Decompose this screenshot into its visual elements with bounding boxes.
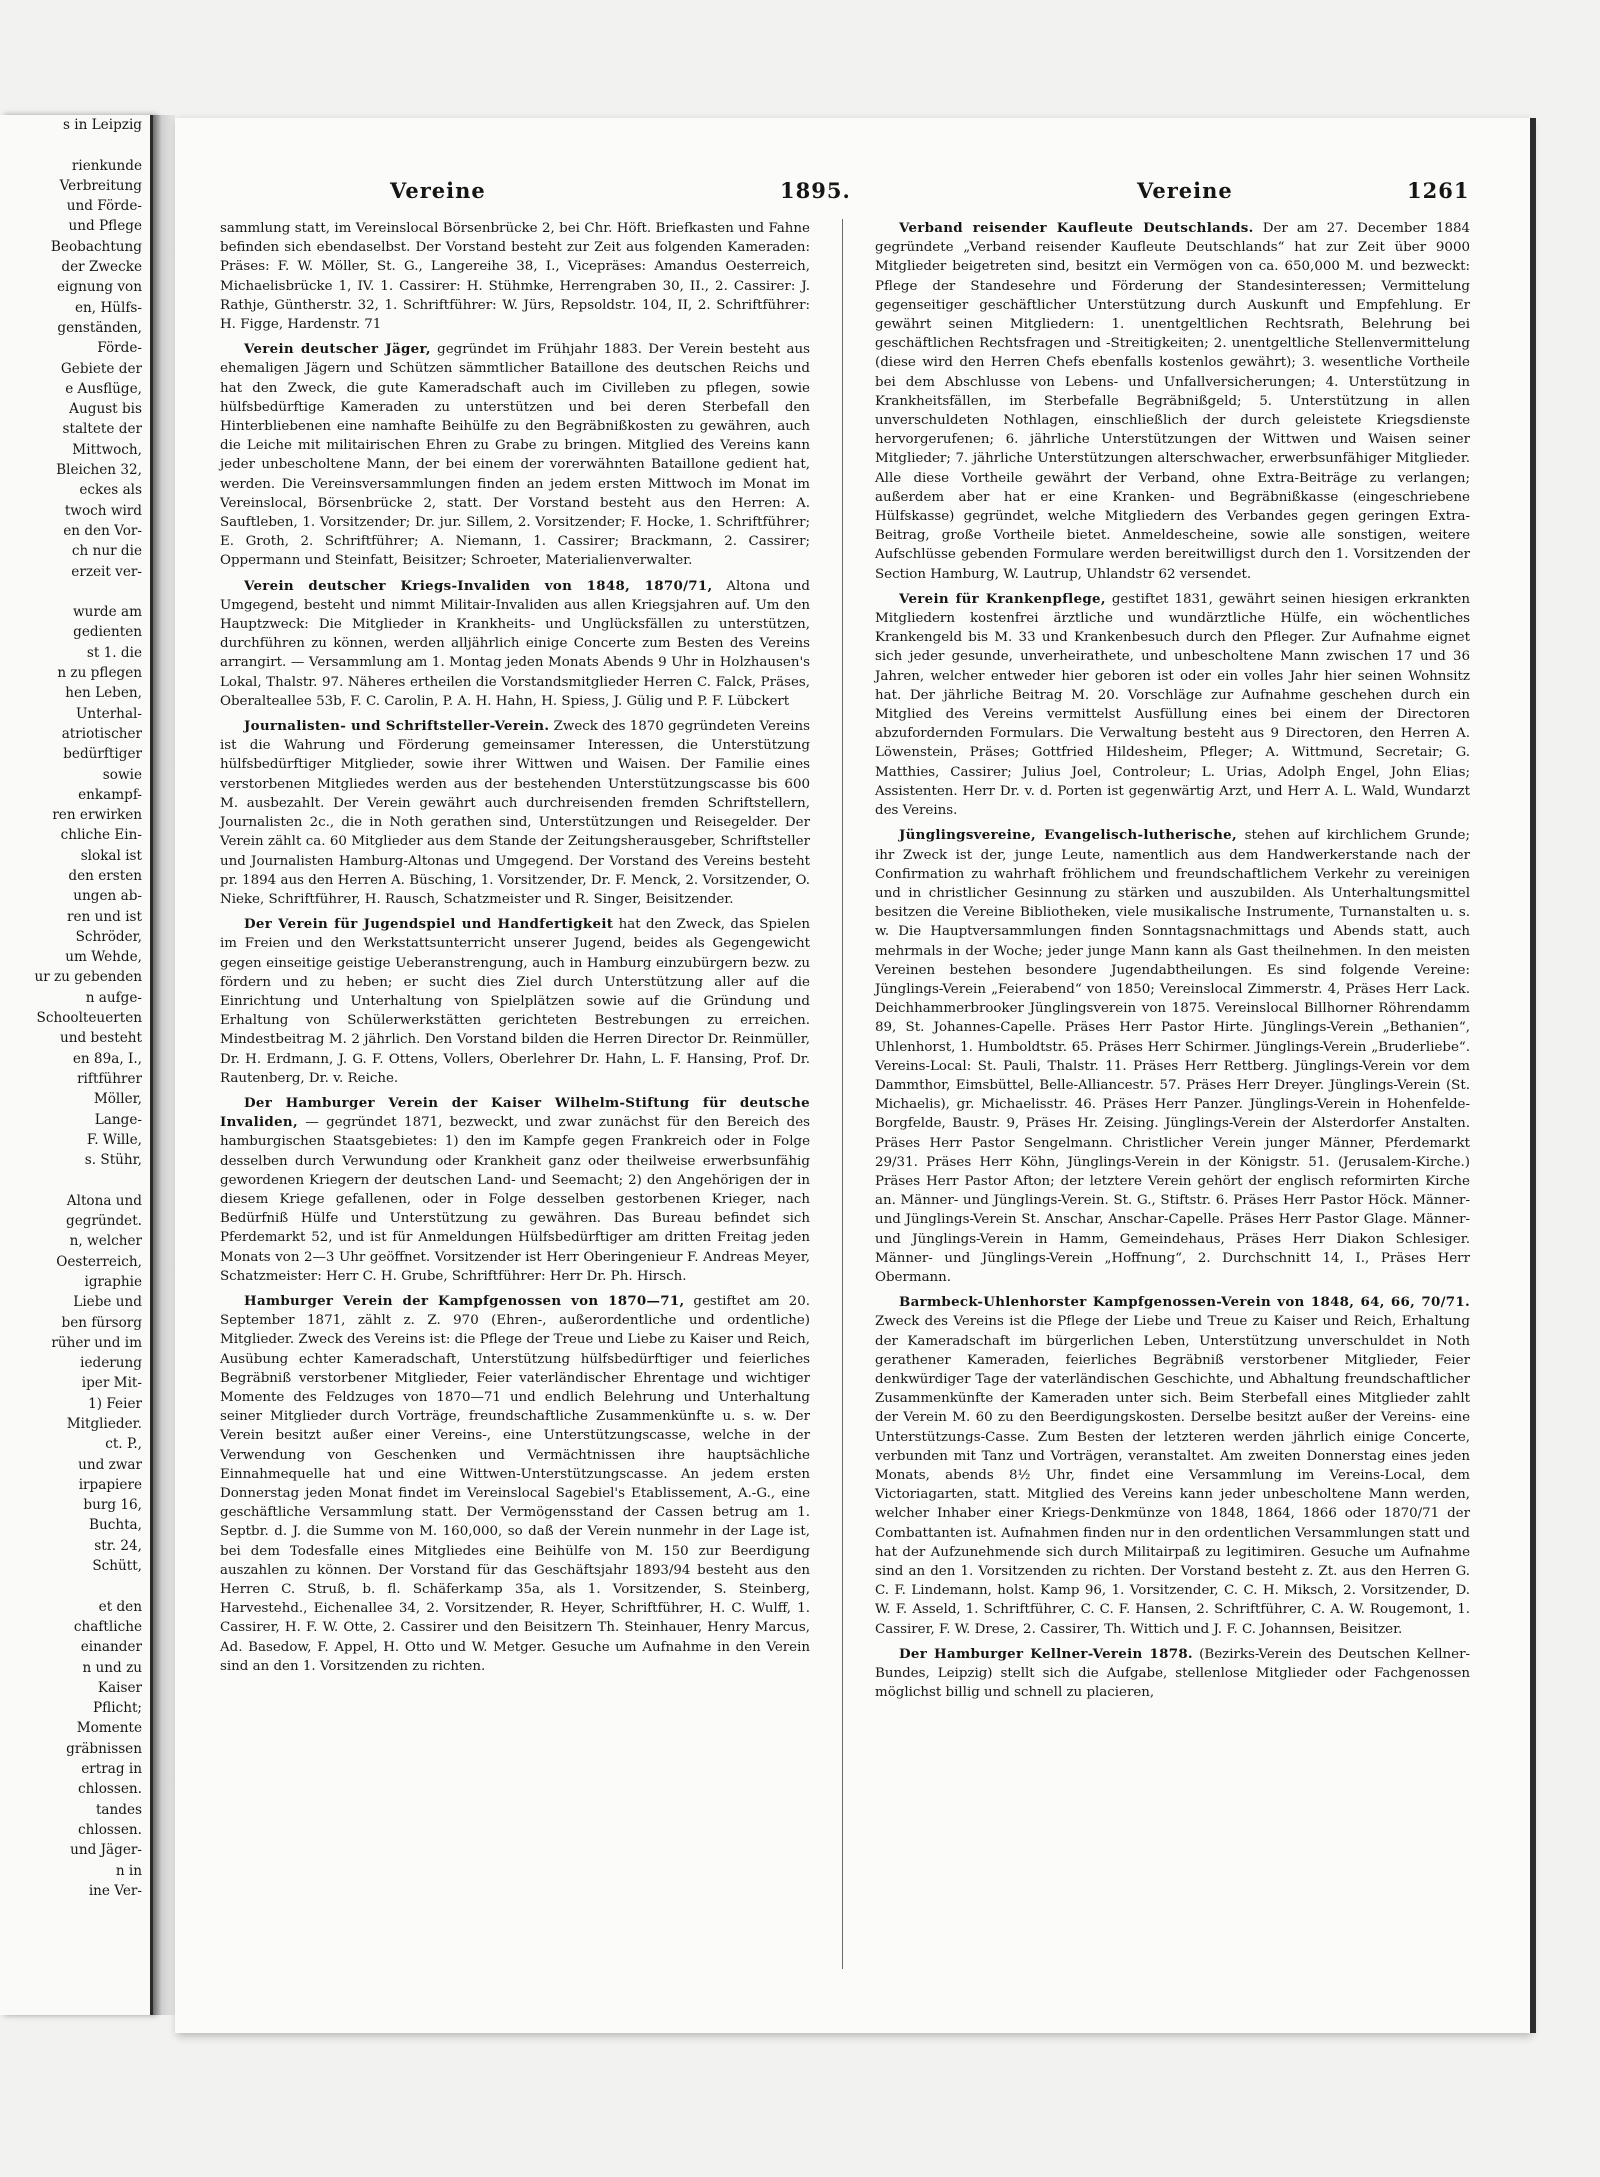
- prev-page-line: n in: [115, 1862, 142, 1879]
- prev-page-line: einander: [80, 1639, 142, 1656]
- prev-page-line: und Pflege: [68, 218, 142, 235]
- directory-entry: [220, 340, 810, 570]
- entry-title: Verein für Krankenpflege,: [899, 590, 1106, 607]
- entry-title: Verein deutscher Kriegs-Invaliden von 1848, 1870/71,: [244, 577, 713, 594]
- prev-page-line: et den: [98, 1598, 142, 1615]
- directory-entry: [220, 915, 810, 1088]
- prev-page-line: Altona und: [66, 1192, 142, 1209]
- entry-text: Der am 27. December 1884 gegründete „Verband reisender Kaufleute Deutschlands“ hat zur Zeit über 9000 Mitglieder beigetreten sind, besitzt ein Vermögen von ca. 650,000 M. und bezweckt: Pflege der Standesehre und Förderung der Standesinteressen; Vermittelung gegenseitiger geschäftlicher Unterstützung durch Auskunft und Empfehlung. Er gewährt seinen Mitgliedern: 1. unentgeltlichen Rechtsrath, Belehrung bei geschäftlichen Rechtsfragen und -Streitigkeiten; 2. unentgeltliche Stellenvermittelung (diese wird den Herren Chefs ebenfalls kostenlos gewährt); 3. wesentliche Vortheile bei dem Abschlusse von Lebens- und Unfallversicherungen; 4. Unterstützung in Krankheitsfällen, im Sterbefalle Begräbnißgeld; 5. Unterstützung in allen unverschuldeten Nothlagen, einschließlich der durch geleistete Kriegsdienste hervorgerufenen; 6. jährliche Unterstützungen der Wittwen und Waisen seiner Mitglieder; 7. jährliche Unterstützungen alterschwacher, erwerbsunfähiger Mitglieder. Alle diese Vortheile gewährt der Verband, ohne Extra-Beiträge zu verlangen; außerdem aber hat er eine Kranken- und Begräbnißkasse (eingeschriebene Hülfskasse) gegründet, welche Mitgliedern des Verbandes gegen geringen Extra-Beitrag, große Vortheile bietet. Anmeldescheine, sowie alle sonstigen, weitere Aufschlüsse gebenden Formulare werden bereitwilligst durch den 1. Vorsitzenden der Section Hamburg, W. Lautrup, Uhlandstr 62 versendet.: [875, 221, 1471, 582]
- prev-page-line: und Jäger-: [70, 1842, 142, 1859]
- prev-page-line: n, welcher: [69, 1233, 142, 1250]
- entry-text: (Bezirks-Verein des Deutschen Kellner-Bundes, Leipzig) stellt sich die Aufgabe, stellenlose Mitglieder oder Fachgenossen möglichst billig und schnell zu placieren,: [875, 1646, 1470, 1701]
- entry-title: Der Verein für Jugendspiel und Handfertigkeit: [244, 916, 614, 933]
- prev-page-line: gräbnissen: [66, 1740, 142, 1757]
- prev-page-line: chaftliche: [73, 1618, 142, 1635]
- prev-page-line: F. Wille,: [86, 1131, 142, 1148]
- prev-page-line: hen Leben,: [65, 685, 142, 702]
- prev-page-line: Momente: [76, 1720, 142, 1737]
- prev-page-line: chlossen.: [78, 1821, 142, 1838]
- prev-page-line: und zwar: [78, 1456, 142, 1473]
- left-column: [220, 219, 810, 1682]
- prev-page-line: en, Hülfs-: [75, 299, 142, 316]
- directory-entry: [875, 219, 1470, 584]
- prev-page-line: igraphie: [84, 1273, 142, 1290]
- column-rule: [842, 219, 843, 1969]
- directory-entry: [875, 826, 1470, 1287]
- directory-entry: [220, 1094, 810, 1286]
- prev-page-line: atriotischer: [61, 725, 142, 742]
- prev-page-line: sowie: [102, 766, 142, 783]
- page-edge: [1530, 118, 1536, 2033]
- prev-page-line: ur zu gebenden: [34, 969, 142, 986]
- prev-page-line: eignung von: [56, 279, 142, 296]
- book-gutter: [153, 115, 175, 2015]
- entry-text: sammlung statt, im Vereinslocal Börsenbrücke 2, bei Chr. Höft. Briefkasten und Fahne befinden sich ebendaselbst. Der Vorstand besteht zur Zeit aus folgenden Kameraden: Präses: F. W. Möller, St. G., Langereihe 38, I., Vicepräses: Amandus Oesterreich, Michaelisbrücke 1, IV. 1. Cassirer: H. Stühmke, Herrengraben 30, II., 2. Cassirer: J. Rathje, Güntherstr. 32, 1. Schriftführer: W. Jürs, Repsoldstr. 104, II, 2. Schriftführer: H. Figge, Hardenstr. 71: [220, 221, 810, 333]
- prev-page-line: August bis: [69, 401, 142, 418]
- prev-page-line: Bleichen 32,: [56, 462, 142, 479]
- directory-entry: [220, 577, 810, 711]
- prev-page-line: st 1. die: [86, 644, 142, 661]
- prev-page-line: irpapiere: [78, 1476, 142, 1493]
- directory-entry: [875, 1293, 1470, 1639]
- prev-page-line: en den Vor-: [63, 522, 142, 539]
- prev-page-line: s. Stühr,: [84, 1152, 142, 1169]
- prev-page-line: 1) Feier: [88, 1395, 142, 1412]
- prev-page-line: staltete der: [62, 421, 142, 438]
- prev-page-line: wurde am: [73, 604, 142, 621]
- prev-page-line: rüher und im: [51, 1334, 142, 1351]
- entry-title: Hamburger Verein der Kampfgenossen von 1870—71,: [244, 1292, 685, 1309]
- prev-page-line: Liebe und: [73, 1294, 142, 1311]
- prev-page-line: und besteht: [60, 1030, 142, 1047]
- right-column: [875, 219, 1470, 1708]
- prev-page-line: n aufge-: [85, 989, 142, 1006]
- prev-page-line: Lange-: [94, 1111, 142, 1128]
- prev-page-line: chlossen.: [78, 1781, 142, 1798]
- prev-page-line: riftführer: [77, 1070, 142, 1087]
- entry-title: Verein deutscher Jäger,: [244, 341, 431, 358]
- prev-page-line: [0, 135, 150, 155]
- page-number: 1261: [1407, 178, 1470, 203]
- prev-page-line: Gebiete der: [60, 360, 142, 377]
- entry-text: hat den Zweck, das Spielen im Freien und den Werkstattsunterricht unserer Jugend, beides als Gegengewicht gegen einseitige geistige Ueberanstrengung, auch in Hamburg einzubürgern bezw. zu fördern und zu heben; er sucht dies Ziel durch Unterstützung aller auf die Einrichtung und Unterhaltung von Spielplätzen sowie auf die Gründung und Erhaltung von Schülerwerkstätten gerichteten Bestrebungen zu erreichen. Mindestbeitrag M. 2 jährlich. Den Vorstand bilden die Herren Director Dr. Reinmüller, Dr. H. Erdmann, J. G. F. Ottens, Vollers, Oberlehrer Dr. Hahn, L. F. Hansing, Prof. Dr. Rautenberg, Dr. v. Reiche.: [220, 917, 810, 1086]
- prev-page-line: ren und ist: [67, 908, 142, 925]
- entry-text: gestiftet am 20. September 1871, zählt z. Z. 970 (Ehren-, außerordentliche und ordentliche) Mitglieder. Zweck des Vereins ist: die Pflege der Treue und Liebe zu Kaiser und Reich, Ausübung echter Kameradschaft, Unterstützung hülfsbedürftiger und feierliches Begräbniß verstorbener Mitglieder, Feier vaterländischer Ehrentage und wichtiger Momente des Feldzuges von 1870—71 und endlich Belehrung und Unterhaltung seiner Mitglieder durch Vorträge, freundschaftliche Zusammenkünfte u. s. w. Der Verein besitzt außer einer Vereins-, eine Unterstützungscasse, welche in der Verwendung von Geschenken und Vermächtnissen ihre hauptsächliche Einnahmequelle hat und eine Wittwen-Unterstützungscasse. An jedem ersten Donnerstag jeden Monat findet im Vereinslocal Sagebiel's Etablissement, A.-G., eine geschäftliche Versammlung statt. Der Vermögensstand der Cassen betrug am 1. Septbr. d. J. die Summe von M. 160,000, so daß der Verein nunmehr in der Lage ist, bei dem Todesfalle eines Mitgliedes eine Beihülfe von M. 150 zur Beerdigung auszahlen zu können. Der Vorstand für das Geschäftsjahr 1893/94 besteht aus den Herren C. Struß, b. fl. Schäferkamp 35a, als 1. Vorsitzender, S. Steinberg, Harvestehd., Eichenallee 34, 2. Vorsitzender, R. Heyer, Schriftführer, H. C. Wulff, 1. Cassirer, H. F. W. Otte, 2. Cassirer und den Beisitzern Th. Steinhauer, Henry Marcus, Ad. Basedow, F. Appel, H. Otto und W. Metger. Gesuche um Aufnahme in den Verein sind an den 1. Vorsitzenden zu richten.: [220, 1293, 811, 1674]
- entry-text: Zweck des Vereins ist die Pflege der Liebe und Treue zu Kaiser und Reich, Erhaltung der Kameradschaft im bürgerlichen Leben, Unterstützung unverschuldet in Noth gerathener Kameraden, feierliches Begräbniß verstorbener Mitglieder, Feier denkwürdiger Tage der vaterländischen Geschichte, und Abhaltung freundschaftlicher Zusammenkünfte der Kameraden unter sich. Beim Sterbefall eines Mitglieder zahlt der Verein M. 60 zu den Beerdigungskosten. Derselbe besitzt außer der Vereins- eine Unterstützungs-Casse. Zum Besten der letzteren werden jährlich einige Concerte, verbunden mit Tanz und Vorträgen, veranstaltet. Am zweiten Donnerstag eines jeden Monats, abends 8½ Uhr, findet eine Versammlung im Vereins-Local, dem Victoriagarten, statt. Mitglied des Vereins kann jeder unbescholtene Mann werden, welcher Inhaber einer Kriegs-Denkmünze von 1848, 1864, 1866 oder 1870/71 der Combattanten ist. Aufnahmen finden nur in den ordentlichen Versammlungen statt und hat der Aufzunehmende sich durch Militairpaß zu legitimiren. Gesuche um Aufnahme sind an den 1. Vorsitzenden zu richten. Der Vorstand besteht z. Zt. aus den Herren G. C. F. Lindemann, holst. Kamp 96, 1. Vorsitzender, C. C. H. Miksch, 2. Vorsitzender, D. W. F. Asseld, 1. Schriftführer, C. C. F. Hansen, 2. Schriftführer, C. A. W. Rougemont, 1. Cassirer, F. W. Drese, 2. Cassirer, Th. Wittich und J. F. C. Johannsen, Beisitzer.: [875, 1314, 1470, 1637]
- entry-text: — gegründet 1871, bezweckt, und zwar zunächst für den Bereich des hamburgischen Staatsgebietes: 1) den im Kampfe gegen Frankreich oder in Folge desselben durch Verwundung oder Krankheit ganz oder theilweise erwerbsunfähig gewordenen Kriegern der deutschen Land- und Seemacht; 2) den Angehörigen der in diesem Kriege gefallenen, oder in Folge desselben gestorbenen Krieger, nach Bedürfniß Hülfe und Unterstützung zu gewähren. Das Bureau befindet sich Pferdemarkt 52, und ist für Anmeldungen Hülfsbedürftiger am dritten Freitag jeden Monats von 2—3 Uhr geöffnet. Vorsitzender ist Herr Oberingenieur F. Andreas Meyer, Schatzmeister: Herr C. H. Grube, Schriftführer: Herr Dr. Ph. Hirsch.: [220, 1115, 810, 1284]
- running-head-year: 1895.: [780, 178, 851, 203]
- prev-page-line: eckes als: [79, 482, 142, 499]
- directory-entry: [220, 717, 810, 909]
- prev-page-line: Förde-: [97, 340, 142, 357]
- prev-page-line: ren erwirken: [52, 807, 142, 824]
- entry-title: Verband reisender Kaufleute Deutschlands.: [899, 220, 1254, 236]
- entry-title: Der Hamburger Verein der Kaiser Wilhelm-Stiftung für deutsche Invaliden,: [220, 1094, 810, 1131]
- prev-page-line: Schoolteuerten: [36, 1010, 142, 1027]
- running-head: [175, 178, 1530, 214]
- prev-page-line: rienkunde: [71, 157, 142, 174]
- running-head-left: Vereine: [390, 178, 486, 203]
- prev-page-line: ine Ver-: [88, 1882, 142, 1899]
- prev-page-line: Möller,: [93, 1091, 142, 1108]
- prev-page-line: Schütt,: [92, 1558, 142, 1575]
- prev-page-line: [0, 1170, 150, 1190]
- prev-page-line: gegründet.: [66, 1213, 142, 1230]
- prev-page-line: ct. P.,: [105, 1436, 142, 1453]
- prev-page-line: [0, 1576, 150, 1596]
- prev-page-line: Kaiser: [97, 1679, 142, 1696]
- prev-page-line: Buchta,: [88, 1517, 142, 1534]
- prev-page-line: der Zwecke: [61, 259, 142, 276]
- entry-text: Altona und Umgegend, besteht und nimmt Militair-Invaliden aus allen Kriegsjahren auf. Um den Hauptzweck: Die Mitglieder in Krankheits- und Unglücksfällen zu unterstützen, durchführen zu können, werden alljährlich einige Concerte zum Besten des Vereins arrangirt. — Versammlung am 1. Montag jeden Monats Abends 9 Uhr in Holzhausen's Lokal, Thalstr. 97. Näheres ertheilen die Vorstandsmitglieder Herren C. Falck, Präses, Oberalteallee 53b, F. C. Carolin, P. A. H. Hahn, H. Spiess, J. Gülig und P. F. Lübckert: [220, 578, 810, 709]
- prev-page-line: ben fürsorg: [61, 1314, 142, 1331]
- prev-page-line: gedienten: [73, 624, 142, 641]
- book-page: [175, 118, 1530, 2033]
- prev-page-line: en 89a, I.,: [72, 1050, 142, 1067]
- directory-entry: [220, 1292, 810, 1676]
- directory-entry: [875, 590, 1470, 820]
- prev-page-line: twoch wird: [64, 502, 142, 519]
- prev-page-line: str. 24,: [94, 1537, 142, 1554]
- entry-title: Der Hamburger Kellner-Verein 1878.: [899, 1645, 1193, 1662]
- prev-page-line: Mitglieder.: [66, 1416, 142, 1432]
- entry-title: Barmbeck-Uhlenhorster Kampfgenossen-Verein von 1848, 64, 66, 70/71.: [899, 1294, 1470, 1311]
- prev-page-line: Oesterreich,: [56, 1253, 142, 1270]
- prev-page-line: n zu pflegen: [57, 665, 142, 682]
- prev-page-line: iederung: [80, 1355, 142, 1372]
- prev-page-line: Beobachtung: [50, 238, 142, 255]
- prev-page-line: bedürftiger: [63, 746, 142, 763]
- prev-page-line: Unterhal-: [75, 705, 142, 722]
- prev-page-line: burg 16,: [83, 1497, 142, 1514]
- entry-text: stehen auf kirchlichem Grunde; ihr Zweck ist der, junge Leute, namentlich aus dem Handwerkerstande nach der Confirmation zu wahrhaft fröhlichem und freundschaftlichem Verkehr zu vereinigen und in christlicher Gesinnung zu stärken und auszubilden. Als Unterhaltungsmittel besitzen die Vereine Bibliotheken, viele musikalische Instrumente, Turnanstalten u. s. w. Die Hauptversammlungen finden Sonntagsnachmittags und Abends statt, auch mehrmals in der Woche; jeder junge Mann kann als Gast theilnehmen. In den meisten Vereinen bestehen besondere Jugendabtheilungen. Es sind folgende Vereine: Jünglings-Verein „Feierabend“ von 1850; Vereinslocal Zimmerstr. 4, Präses Herr Lack. Deichhammerbrooker Jünglingsverein von 1875. Vereinslocal Billhorner Röhrendamm 89, St. Johannes-Capelle. Präses Herr Pastor Hirte. Jünglings-Verein „Bethanien“, Uhlenhorst, 1. Humboldtstr. 65. Präses Herr Schirmer. Jünglings-Verein „Bruderliebe“. Vereins-Local: St. Pauli, Thalstr. 11. Präses Herr Rettberg. Jünglings-Verein vor dem Dammthor, Eimsbüttel, Belle-Alliancestr. 57. Präses Herr Dreyer. Jünglings-Verein (St. Michaelis), gr. Michaelisstr. 46. Präses Herr Panzer. Jünglings-Verein in Hohenfelde-Borgfelde, Baustr. 9, Präses Hr. Zeising. Jünglings-Verein der Alsterdorfer Anstalten. Präses Herr Pastor Sengelmann. Christlicher Verein junger Männer, Pferdemarkt 29/31. Präses Herr Köhn, Jünglings-Verein in der Königstr. 51. (Jerusalem-Kirche.) Präses Herr Pastor Afton; der letztere Verein gehört der englisch reformirten Kirche an. Männer- und Jünglings-Verein. St. G., Stiftstr. 6. Präses Herr Pastor Höck. Männer- und Jünglings-Verein St. Anschar, Anschar-Capelle. Präses Herr Pastor Glage. Männer- und Jünglings-Verein in Hamm, Gemeindehaus, Präses Herr Diakon Schlesiger. Männer- und Jünglings-Verein „Hoffnung“, 2. Durchschnitt 14, I., Präses Herr Obermann.: [875, 828, 1470, 1285]
- running-head-right: Vereine: [1137, 178, 1233, 203]
- prev-page-line: ertrag in: [81, 1761, 142, 1778]
- prev-page-line: enkampf-: [78, 786, 142, 803]
- prev-page-line: den ersten: [68, 867, 142, 884]
- prev-page-line: Verbreitung: [59, 177, 142, 194]
- prev-page-line: ungen ab-: [73, 888, 142, 905]
- entry-text: Zweck des 1870 gegründeten Vereins ist die Wahrung und Förderung gemeinsamer Interessen, die Unterstützung hülfsbedürftiger Mitglieder, sowie ihrer Wittwen und Waisen. Der Familie eines verstorbenen Mitgliedes werden aus der bestehenden Unterstützungscasse bis 600 M. ausbezahlt. Der Verein gewährt auch durchreisenden fremden Schriftstellern, Journalisten 2c., die in Noth gerathen sind, Unterstützungen und Reisegelder. Der Verein zählt ca. 60 Mitglieder aus dem Stande der Zeitungsherausgeber, Schriftsteller und Journalisten Hamburg-Altonas und Umgegend. Der Vorstand des Vereins besteht pr. 1894 aus den Herren A. Büsching, 1. Vorsitzender, Dr. F. Menck, 2. Vorsitzender, O. Nieke, Schriftführer, H. Rausch, Schatzmeister und R. Singer, Beisitzender.: [220, 719, 810, 907]
- prev-page-line: tandes: [95, 1801, 142, 1818]
- prev-page-line: s in Leipzig: [62, 117, 142, 133]
- prev-page-line: genständen,: [57, 319, 142, 336]
- entry-text: gestiftet 1831, gewährt seinen hiesigen erkrankten Mitgliedern kostenfrei ärztliche und wundärztliche Hülfe, ein wöchentliches Krankengeld bis M. 33 und Krankenbesuch durch den Pfleger. Zur Aufnahme eignet sich jeder gesunde, unverheirathete, und unbescholtene Mann zwischen 17 und 36 Jahren, welcher entweder hier geboren ist oder ein volles Jahr hier seinen Wohnsitz hat. Der jährliche Beitrag M. 20. Vorschläge zur Aufnahme geschehen durch ein Mitglied des Vereins vermittelst Ausfüllung eines bei einem der Directoren abzufordernden Formulars. Die Verwaltung besteht aus 9 Directoren, den Herren A. Löwenstein, Präses; Gottfried Hildesheim, Pfleger; A. Wittmund, Secretair; G. Matthies, Cassirer; Julius Joel, Controleur; L. Urias, Adolph Engel, John Elias; Assistenten. Herr Dr. v. d. Porten ist gegenwärtig Arzt, und Herr A. L. Wald, Wundarzt des Vereins.: [875, 591, 1470, 819]
- prev-page-line: ch nur die: [71, 543, 142, 560]
- prev-page-line: Pflicht;: [93, 1700, 142, 1717]
- prev-page-line: erzeit ver-: [71, 563, 142, 580]
- prev-page-line: iper Mit-: [81, 1375, 142, 1392]
- entry-title: Jünglingsvereine, Evangelisch-lutherische,: [899, 827, 1237, 844]
- prev-page-line: n und zu: [82, 1659, 142, 1676]
- prev-page-line: slokal ist: [80, 847, 142, 864]
- prev-page-line: e Ausflüge,: [65, 380, 142, 397]
- previous-page-fragment: [0, 115, 153, 2015]
- prev-page-line: Schröder,: [75, 928, 142, 945]
- prev-page-line: [0, 582, 150, 602]
- prev-page-line: Mittwoch,: [72, 441, 142, 458]
- directory-entry: [875, 1645, 1470, 1703]
- directory-entry: [220, 219, 810, 334]
- prev-page-line: chliche Ein-: [60, 827, 142, 844]
- entry-text: gegründet im Frühjahr 1883. Der Verein besteht aus ehemaligen Jägern und Schützen sämmtlicher Bataillone des deutschen Reichs und hat den Zweck, die gute Kameradschaft auch im Civilleben zu pflegen, sowie hülfsbedürftige Kameraden zu unterstützen und bei deren Sterbefall den Hinterbliebenen eine namhafte Beihülfe zu den Begräbnißkosten zu gewähren, auch die Leiche mit militairischen Ehren zu Grabe zu bringen. Mitglied des Vereins kann jeder unbescholtene Mann, der bei einem der vorerwähnten Bataillone gedient hat, werden. Die Vereinsversammlungen finden an jedem ersten Mittwoch im Monat im Vereinslocal, Börsenbrücke 2, statt. Der Vorstand besteht aus den Herren: A. Sauftleben, 1. Vorsitzender; Dr. jur. Sillem, 2. Vorsitzender; F. Hocke, 1. Schriftführer; E. Groth, 2. Schriftführer; A. Niemann, 1. Cassirer; Brackmann, 2. Cassirer; Oppermann und Steinfatt, Beisitzer; Schroeter, Materialienverwalter.: [220, 342, 811, 569]
- prev-page-line: um Wehde,: [65, 949, 142, 966]
- prev-page-line: und Förde-: [66, 198, 142, 215]
- entry-title: Journalisten- und Schriftsteller-Verein.: [244, 718, 550, 735]
